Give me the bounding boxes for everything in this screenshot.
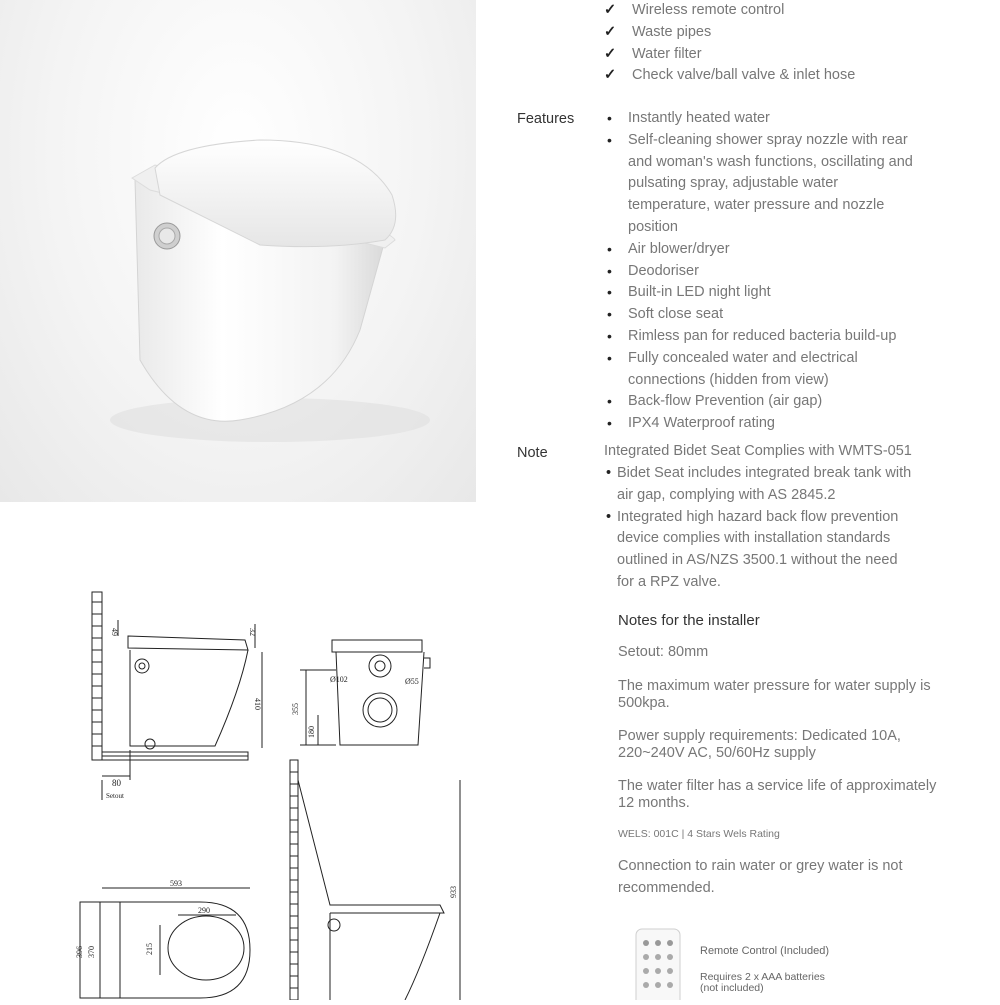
feature-line: Self-cleaning shower spray nozzle with rear <box>628 131 908 148</box>
dim-180: 180 <box>307 726 316 738</box>
included-list <box>604 0 984 87</box>
bullet-icon: • <box>607 393 612 410</box>
check-icon: ✓ <box>604 2 617 18</box>
feature-line: Air blower/dryer <box>628 240 730 257</box>
dim-410: 410 <box>253 698 262 710</box>
dim-396: 396 <box>75 946 84 958</box>
check-icon: ✓ <box>604 23 617 40</box>
bullet-icon: • <box>606 465 612 481</box>
power-note: Power supply requirements: Dedicated 10A, 220~240V AC, 50/60Hz supply <box>618 728 901 761</box>
remote-batteries: Requires 2 x AAA batteries <box>700 971 825 983</box>
note-line: device complies with installation standards <box>617 530 891 547</box>
feature-item <box>604 326 984 348</box>
bullet-icon: • <box>607 284 612 301</box>
bullet-icon: • <box>607 306 612 323</box>
feature-line: Instantly heated water <box>628 110 770 126</box>
list-item: ✓ Waste pipes <box>604 22 984 44</box>
bullet-icon: • <box>607 110 612 126</box>
feature-item <box>604 391 984 413</box>
pressure-note: The maximum water pressure for water supply is 500kpa. <box>618 678 931 711</box>
note-list <box>604 463 984 594</box>
feature-line: and woman's wash functions, oscillating and <box>628 153 913 170</box>
dim-933: 933 <box>449 886 458 898</box>
dim-593: 593 <box>170 879 182 888</box>
feature-line: Rimless pan for reduced bacteria build-up <box>628 328 897 344</box>
toilet-render <box>0 0 476 502</box>
remote-image <box>632 925 684 1000</box>
setout-note: Setout: 80mm <box>618 644 709 660</box>
note-item <box>604 507 984 594</box>
dim-370: 370 <box>87 946 96 958</box>
technical-drawings <box>0 580 480 1000</box>
check-icon: ✓ <box>604 45 617 62</box>
feature-line: Deodoriser <box>628 262 699 279</box>
feature-item <box>604 413 984 435</box>
feature-line: position <box>628 218 678 235</box>
bullet-icon: • <box>607 262 612 279</box>
connection-note: Connection to rain water or grey water is not recommended. <box>618 858 903 896</box>
feature-item <box>604 108 984 130</box>
filter-note: The water filter has a service life of approximately 12 months. <box>618 778 937 811</box>
dim-55: Ø55 <box>405 677 419 686</box>
bullet-icon: • <box>607 240 612 257</box>
dim-setout: Setout <box>106 792 124 800</box>
bullet-icon: • <box>607 415 612 432</box>
side-profile-drawing <box>290 760 460 1000</box>
list-item: ✓ Check valve/ball valve & inlet hose <box>604 65 984 87</box>
feature-line: Back-flow Prevention (air gap) <box>628 393 823 410</box>
dim-215: 215 <box>145 943 154 955</box>
front-view-drawing <box>300 640 430 745</box>
feature-item <box>604 261 984 283</box>
dim-49: 49 <box>110 628 119 636</box>
dim-290: 290 <box>198 906 210 915</box>
feature-line: temperature, water pressure and nozzle <box>628 197 885 214</box>
note-intro: Integrated Bidet Seat Complies with WMTS-051 <box>604 443 912 459</box>
installer-title: Notes for the installer <box>618 612 760 629</box>
feature-line: Built-in LED night light <box>628 284 771 301</box>
feature-item <box>604 130 984 239</box>
feature-item <box>604 282 984 304</box>
wels-note: WELS: 001C | 4 Stars Wels Rating <box>618 828 780 840</box>
note-item <box>604 463 984 507</box>
dim-32: 32 <box>248 628 257 636</box>
note-line: Integrated high hazard back flow prevention <box>617 508 899 525</box>
dim-102: Ø102 <box>330 675 348 684</box>
list-item: ✓ Water filter <box>604 44 984 66</box>
note-line: outlined in AS/NZS 3500.1 without the need <box>617 552 898 569</box>
check-icon: ✓ <box>604 67 617 84</box>
note-line: for a RPZ valve. <box>617 573 721 590</box>
features-label: Features <box>517 111 575 127</box>
bullet-icon: • <box>607 349 612 366</box>
feature-line: Fully concealed water and electrical <box>628 349 858 366</box>
dim-355: 355 <box>291 703 300 715</box>
feature-item <box>604 304 984 326</box>
remote-batteries-note: (not included) <box>700 982 764 994</box>
feature-line: pulsating spray, adjustable water <box>628 175 839 192</box>
side-view-drawing <box>92 592 262 800</box>
dim-80: 80 <box>112 778 121 788</box>
feature-item <box>604 348 984 392</box>
feature-line: IPX4 Waterproof rating <box>628 415 775 432</box>
note-label: Note <box>517 445 548 461</box>
product-photo <box>0 0 476 502</box>
plan-view-drawing <box>80 888 250 998</box>
bullet-icon: • <box>607 328 612 344</box>
feature-line: connections (hidden from view) <box>628 371 829 388</box>
bullet-icon: • <box>606 508 612 525</box>
feature-line: Soft close seat <box>628 306 724 323</box>
note-line: Bidet Seat includes integrated break tank with <box>617 465 912 481</box>
feature-item <box>604 239 984 261</box>
bullet-icon: • <box>607 131 612 148</box>
note-line: air gap, complying with AS 2845.2 <box>617 486 836 503</box>
remote-title: Remote Control (Included) <box>700 945 830 957</box>
list-item: ✓ Wireless remote control <box>604 0 984 22</box>
